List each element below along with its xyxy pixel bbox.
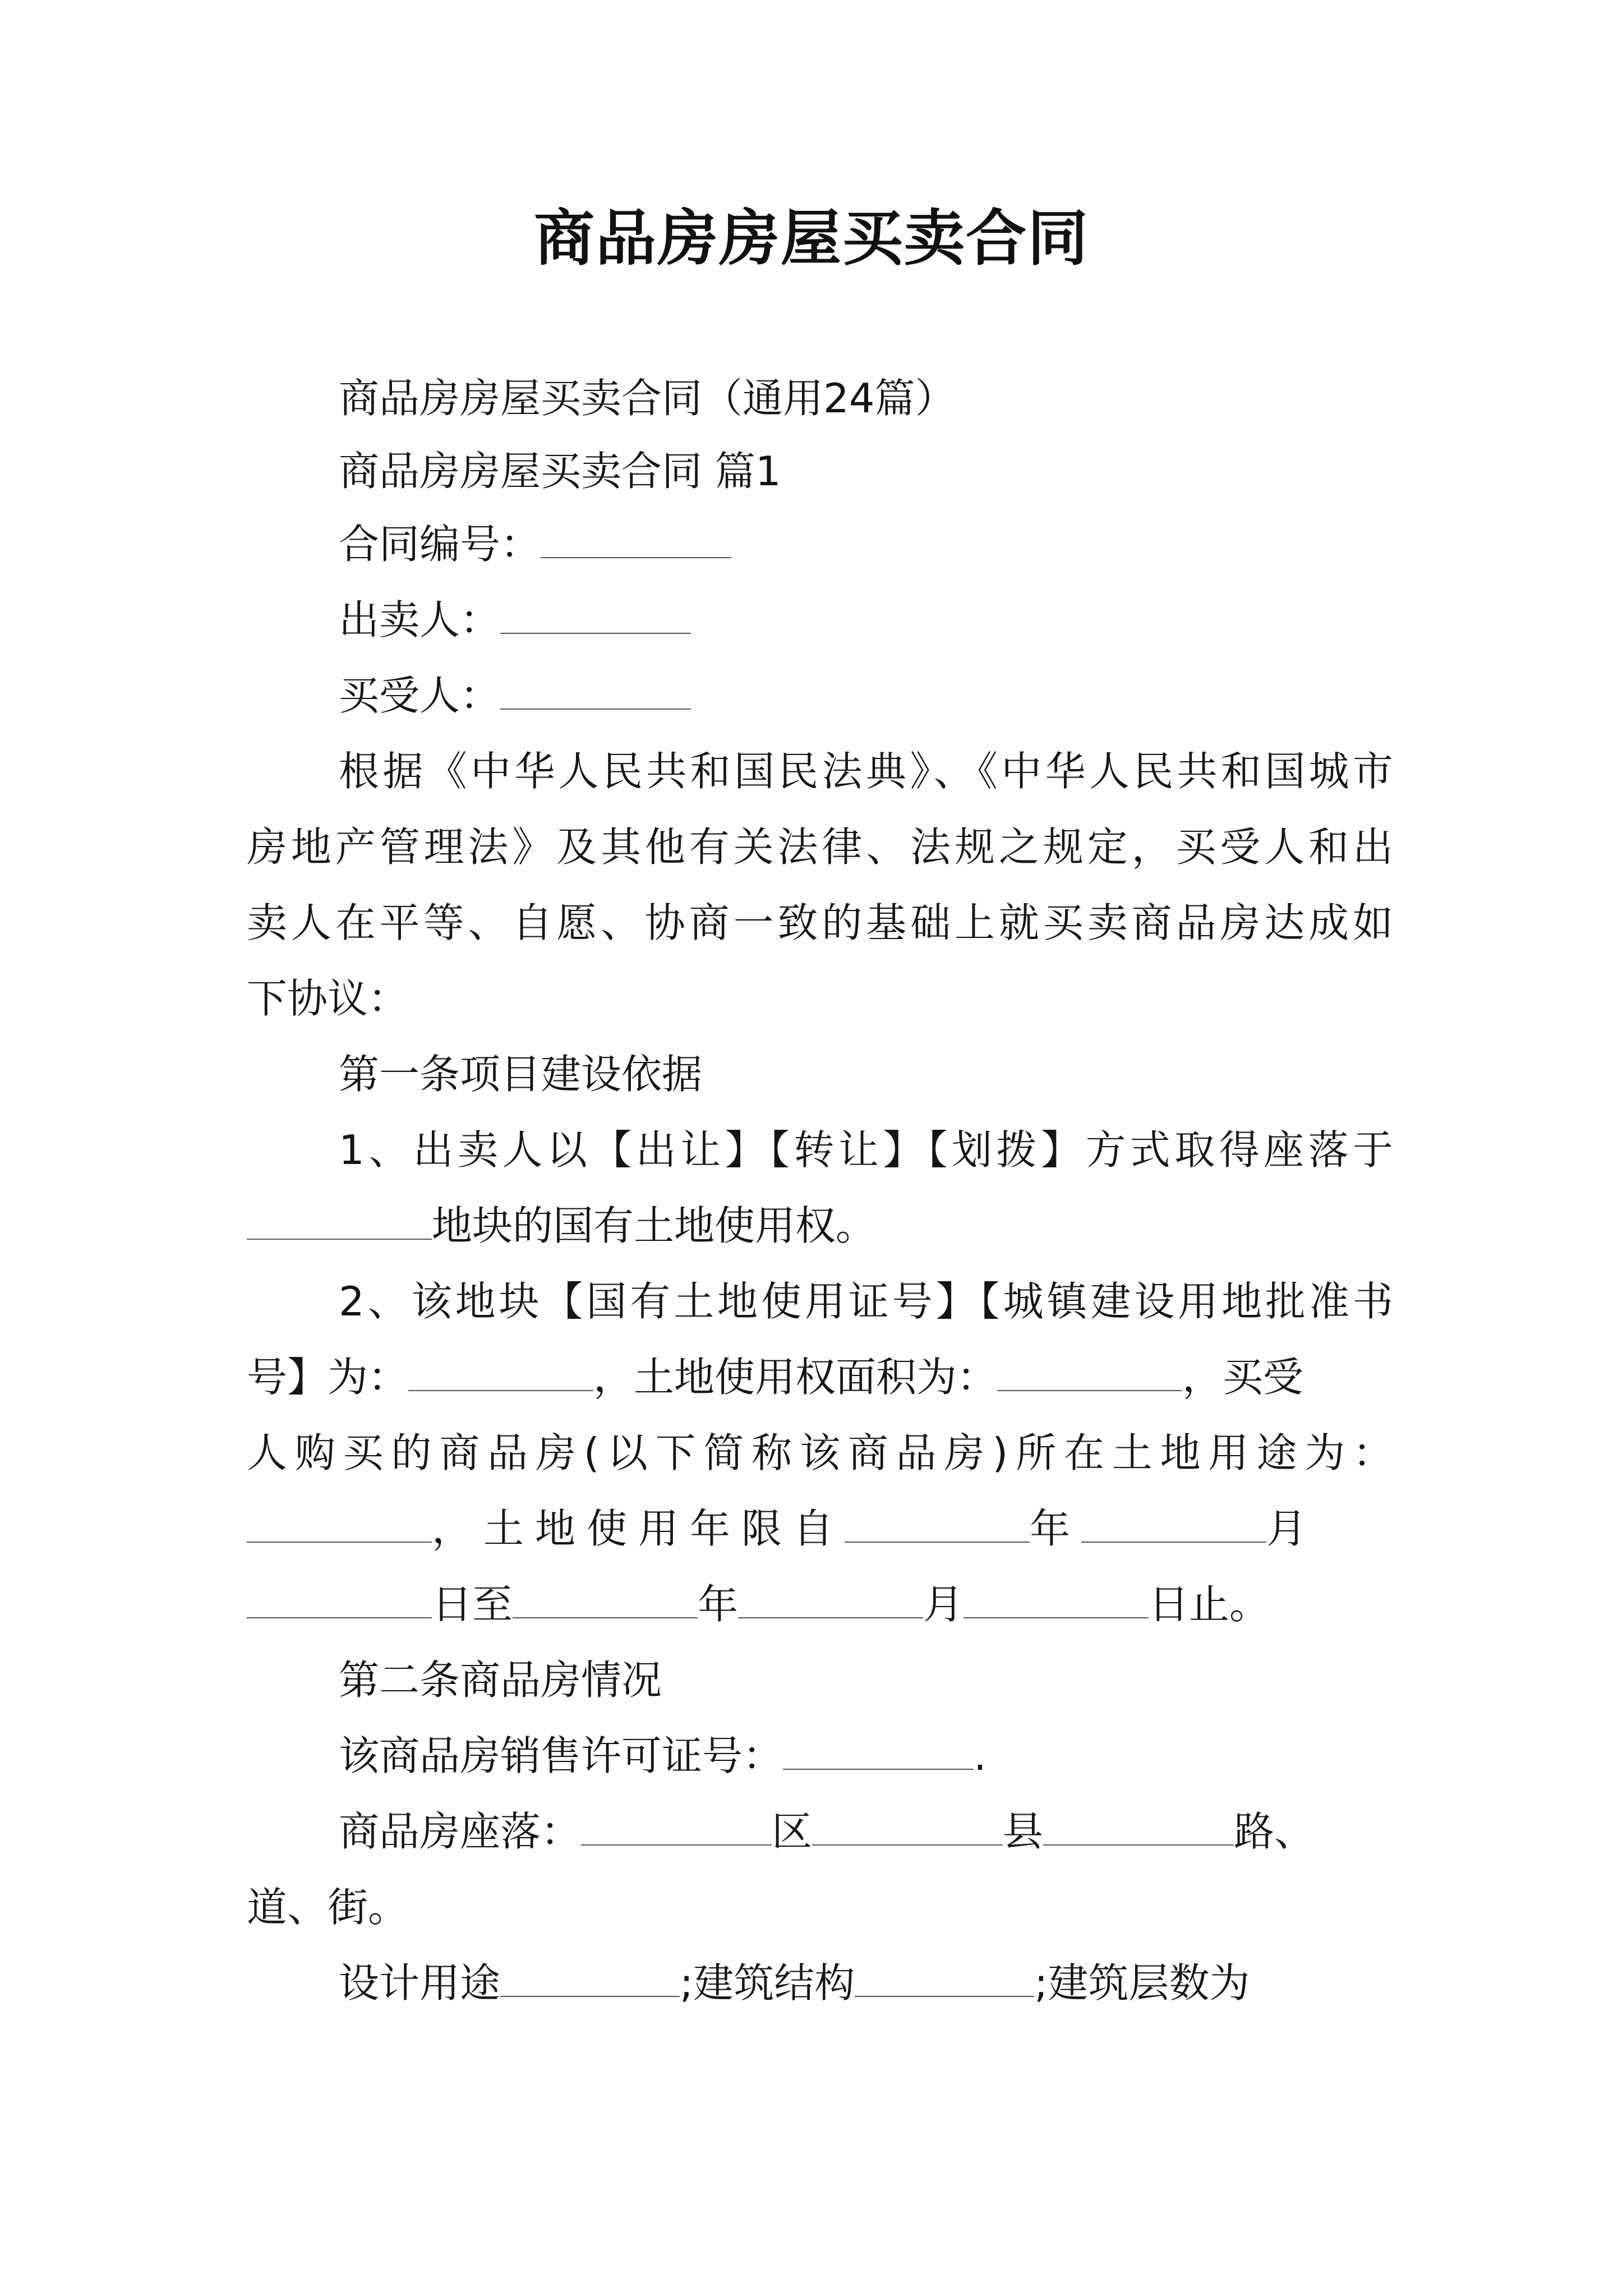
day-end-label: 日止。 [1149,1581,1270,1628]
contract-number-label: 合同编号： [339,521,541,568]
district-blank [581,1810,772,1846]
seller-line [247,581,1393,659]
preamble-line-3: 卖人在平等、自愿、协商一致的基础上就买卖商品房达成如 [247,899,1393,946]
term-label: ，土地使用年限自 [432,1505,845,1552]
buyer-continuation: ，买受 [1182,1354,1304,1401]
article1-item1-line1: 1、出卖人以【出让】【转让】【划拨】方式取得座落于 [339,1126,1393,1174]
buyer-label: 买受人： [339,672,501,719]
year-label-1: 年 [1030,1505,1082,1552]
certificate-blank [408,1355,593,1391]
land-area-blank [997,1355,1182,1391]
sales-permit-label: 该商品房销售许可证号： [339,1732,783,1779]
preamble-line-2: 房地产管理法》及其他有关法律、法规之规定，买受人和出 [247,823,1393,871]
seller-blank [500,598,691,634]
article1-heading: 第一条项目建设依据 [339,1051,703,1098]
article1-item1-line2 [247,1186,1393,1265]
preamble-line-4: 下协议： [247,975,409,1022]
article1-item2-line1: 2、该地块【国有土地使用证号】【城镇建设用地批准书 [339,1278,1393,1325]
preamble-line-1: 根据《中华人民共和国民法典》、《中华人民共和国城市 [339,748,1393,795]
land-use-blank [247,1507,432,1543]
document-subtitle: 商品房房屋买卖合同（通用24篇） [339,375,956,422]
document-title: 商品房房屋买卖合同 [533,203,1089,274]
article1-item2-line5 [247,1565,1393,1644]
term-start-month-blank [1081,1507,1266,1543]
certificate-label: 号】为： [247,1354,409,1401]
term-start-year-blank [845,1507,1030,1543]
seller-label: 出卖人： [339,596,501,643]
design-line [247,1944,1393,2022]
design-use-label: 设计用途 [339,1959,501,2007]
term-end-year-blank [513,1582,698,1618]
article1-item2-line2 [247,1338,1393,1416]
sales-permit-line [247,1717,1393,1795]
article2-heading: 第二条商品房情况 [339,1657,662,1704]
district-label: 区 [772,1808,813,1855]
section-heading: 商品房房屋买卖合同 篇1 [339,448,781,495]
location-line [247,1792,1393,1871]
county-blank [812,1810,1003,1846]
term-end-month-blank [738,1582,923,1618]
design-use-blank [500,1961,680,1997]
month-label-1: 月 [1266,1505,1318,1552]
term-end-day-blank [963,1582,1149,1618]
parcel-blank [247,1204,432,1240]
contract-number-blank [541,522,731,558]
structure-blank [855,1961,1034,1997]
buyer-blank [500,674,691,710]
road-label: 路、 [1234,1808,1315,1855]
sales-permit-blank [783,1734,974,1770]
structure-label: ;建筑结构 [680,1959,855,2007]
article1-item2-line3: 人购买的商品房(以下简称该商品房)所在土地用途为： [247,1429,1393,1476]
contract-number-line [247,505,1393,583]
location-line-2: 道、街。 [247,1884,409,1931]
county-label: 县 [1003,1808,1044,1855]
location-label: 商品房座落： [339,1808,582,1855]
article1-item2-line4 [247,1489,1393,1568]
buyer-line [247,656,1393,735]
month-label-2: 月 [923,1581,964,1628]
year-label-2: 年 [698,1581,739,1628]
sales-permit-end: . [974,1732,986,1779]
land-area-label: ，土地使用权面积为： [593,1354,998,1401]
term-start-day-blank [247,1582,432,1618]
day-to-label: 日至 [432,1581,513,1628]
floors-label: ;建筑层数为 [1034,1959,1250,2007]
road-blank [1043,1810,1234,1846]
item1-continuation: 地块的国有土地使用权。 [432,1202,877,1249]
